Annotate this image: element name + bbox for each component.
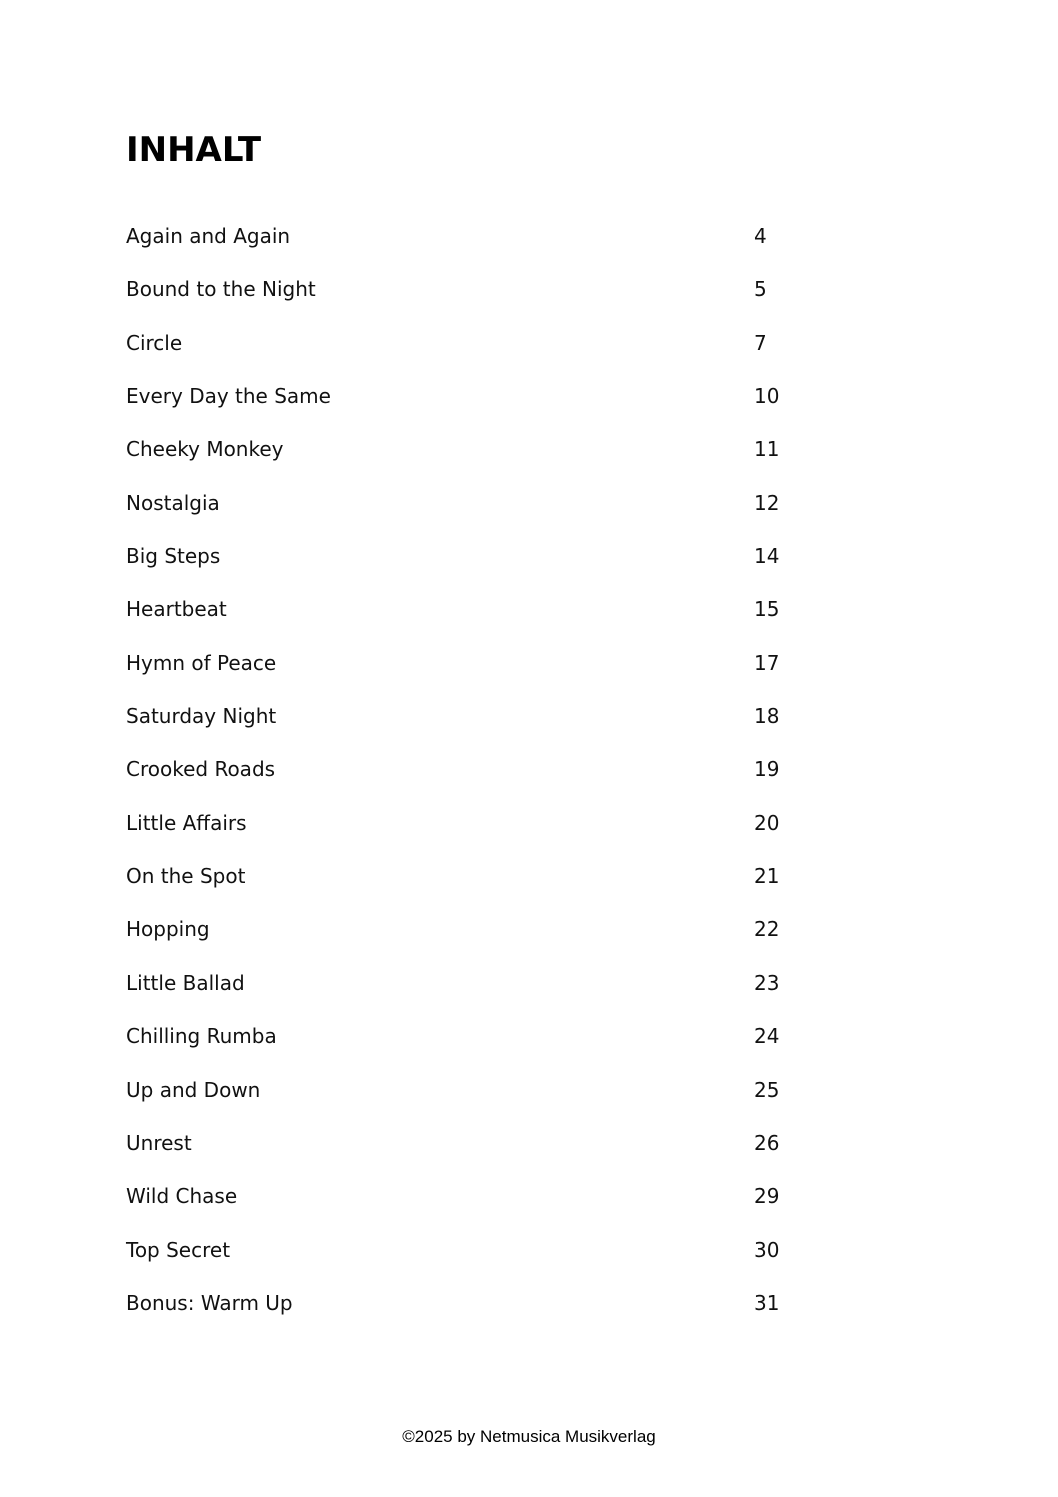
toc-entry-page: 10 [754, 384, 780, 409]
toc-entry-title: Circle [126, 330, 183, 355]
toc-entry-page: 17 [754, 650, 780, 675]
toc-entry-page: 25 [754, 1077, 780, 1102]
toc-entry-page: 12 [754, 490, 780, 515]
toc-entry-title: Nostalgia [126, 490, 220, 515]
toc-entry [126, 701, 826, 754]
toc-entry-title: Bound to the Night [126, 277, 316, 302]
toc-entry [126, 648, 826, 701]
toc-entry-title: Wild Chase [126, 1184, 238, 1209]
toc-entry [126, 1235, 826, 1288]
toc-entry-page: 30 [754, 1237, 780, 1262]
toc-entry [126, 968, 826, 1021]
toc-entry [126, 594, 826, 647]
page-title: INHALT [126, 130, 262, 170]
toc-entry [126, 861, 826, 914]
toc-entry-page: 4 [754, 224, 767, 248]
toc-entry-page: 22 [754, 917, 780, 942]
toc-entry-page: 19 [754, 757, 780, 782]
toc-entry [126, 274, 826, 327]
copyright-footer: ©2025 by Netmusica Musikverlag [402, 1427, 656, 1446]
toc-entry-title: Saturday Night [126, 704, 277, 729]
toc-entry-page: 14 [754, 544, 780, 569]
toc-entry-title: Big Steps [126, 544, 221, 569]
toc-entry [126, 754, 826, 807]
toc-entry-page: 15 [754, 597, 780, 622]
toc-entry-title: Heartbeat [126, 597, 227, 622]
toc-entry-title: Top Secret [126, 1237, 231, 1262]
toc-entry-title: Little Ballad [126, 970, 245, 995]
toc-entry-page: 31 [754, 1290, 780, 1315]
table-of-contents [126, 221, 826, 1341]
toc-entry-page: 18 [754, 704, 780, 729]
toc-entry [126, 1128, 826, 1181]
toc-entry-title: Bonus: Warm Up [126, 1290, 293, 1315]
toc-entry-page: 7 [754, 330, 767, 355]
toc-entry-title: Unrest [126, 1130, 192, 1155]
toc-entry-title: Crooked Roads [126, 757, 276, 782]
toc-entry-page: 5 [754, 277, 767, 302]
toc-entry-page: 26 [754, 1130, 780, 1155]
toc-entry-title: Again and Again [126, 224, 291, 248]
toc-entry [126, 1075, 826, 1128]
toc-entry-page: 29 [754, 1184, 780, 1209]
toc-entry-title: Every Day the Same [126, 384, 331, 409]
toc-entry-page: 21 [754, 864, 780, 889]
toc-entry-title: Cheeky Monkey [126, 437, 284, 462]
toc-entry-page: 23 [754, 970, 780, 995]
toc-entry-title: Hopping [126, 917, 210, 942]
toc-entry [126, 1181, 826, 1234]
toc-entry-page: 24 [754, 1024, 780, 1049]
toc-entry-page: 11 [754, 437, 780, 462]
toc-entry [126, 1288, 826, 1341]
toc-entry [126, 488, 826, 541]
toc-entry [126, 1021, 826, 1074]
toc-entry-title: Up and Down [126, 1077, 261, 1102]
toc-entry [126, 808, 826, 861]
toc-entry-title: Little Affairs [126, 810, 247, 835]
toc-entry [126, 541, 826, 594]
toc-entry [126, 381, 826, 434]
toc-entry [126, 434, 826, 487]
toc-entry-page: 20 [754, 810, 780, 835]
toc-entry-title: Chilling Rumba [126, 1024, 277, 1049]
toc-entry [126, 221, 826, 274]
toc-entry [126, 914, 826, 967]
toc-entry [126, 328, 826, 381]
toc-entry-title: Hymn of Peace [126, 650, 277, 675]
toc-entry-title: On the Spot [126, 864, 246, 889]
